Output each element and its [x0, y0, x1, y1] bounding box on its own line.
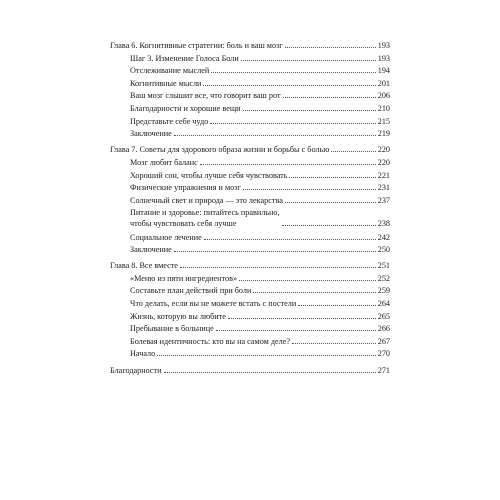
dot-leader [174, 251, 376, 252]
toc-entry [110, 157, 390, 168]
toc-chapter [110, 144, 390, 155]
toc-entry-title: Жизнь, которую вы любите [130, 311, 226, 321]
toc-chapter-title: Глава 8. Все вместе [110, 261, 178, 271]
dot-leader [282, 225, 376, 226]
toc-entry-title: Отслеживание мыслей [130, 66, 210, 76]
toc-entry [110, 207, 390, 229]
dot-leader [285, 202, 376, 203]
toc-entry-title: Социальное лечение [130, 232, 202, 242]
dot-leader [164, 372, 376, 373]
toc-page-number: 242 [377, 232, 390, 242]
dot-leader [331, 151, 375, 152]
toc-entry [110, 298, 390, 309]
toc-entry-title: Заключение [130, 129, 172, 139]
toc-entry [110, 273, 390, 284]
dot-leader [289, 177, 375, 178]
toc-page-number: 267 [377, 336, 390, 346]
toc-entry [110, 103, 390, 114]
dot-leader [174, 135, 376, 136]
dot-leader [239, 280, 376, 281]
toc-chapter-title: Благодарности [110, 365, 162, 375]
toc-entry-title: Физические упражнения и мозг [130, 183, 241, 193]
toc-entry-title: Хороший сон, чтобы лучше себя чувствовать [130, 170, 288, 180]
toc-page-number: 251 [377, 261, 390, 271]
toc-page-number: 237 [377, 195, 390, 205]
dot-leader [243, 189, 376, 190]
toc-chapter [110, 40, 390, 51]
dot-leader [292, 343, 376, 344]
dot-leader [285, 47, 376, 48]
toc-entry [110, 348, 390, 359]
toc-page-number: 231 [377, 183, 390, 193]
toc-entry [110, 116, 390, 127]
toc-chapter-title: Глава 6. Когнитивные стратегии: боль и ваш мозг [110, 41, 283, 50]
toc-entry-title: Представьте себе чудо [130, 116, 209, 126]
toc-entry-title: Составьте план действий при боли [130, 286, 252, 296]
dot-leader [211, 72, 375, 73]
toc-entry-title: Пребывание в больнице [130, 324, 214, 334]
dot-leader [283, 97, 376, 98]
toc-entry [110, 53, 390, 64]
dot-leader [298, 305, 376, 306]
toc-entry-title: Мозг любит баланс [130, 157, 198, 167]
toc-entry [110, 311, 390, 322]
toc-page-number: 193 [377, 53, 390, 63]
toc-entry [110, 182, 390, 193]
toc-page-number: 250 [377, 245, 390, 255]
toc-page-number: 252 [377, 273, 390, 283]
toc-page-number: 270 [377, 349, 390, 359]
toc-entry-title: Когнитивные мысли [130, 78, 202, 88]
toc-entry [110, 285, 390, 296]
toc-entry [110, 78, 390, 89]
toc-entry [110, 336, 390, 347]
dot-leader [210, 123, 375, 124]
toc-page-number: 238 [377, 219, 390, 229]
toc-entry-title: Начало [130, 349, 156, 359]
toc-page-number: 264 [377, 299, 390, 308]
toc-page-number: 193 [377, 41, 390, 50]
toc-page-number: 219 [377, 129, 390, 139]
toc-entry-title: Что делать, если вы не можете встать с постели [130, 299, 297, 308]
toc-page-number: 220 [377, 145, 390, 155]
toc-entry [110, 65, 390, 76]
toc-entry-title: Заключение [130, 245, 172, 255]
toc-chapter [110, 365, 390, 376]
toc-page-number: 271 [377, 365, 390, 375]
toc-chapter-title: Глава 7. Советы для здорового образа жизни и борьбы с болью [110, 145, 330, 155]
dot-leader [204, 239, 376, 240]
toc-page-number: 194 [377, 66, 390, 76]
toc-entry-title: Болевая идентичность: кто вы на самом деле? [130, 336, 291, 346]
dot-leader [241, 60, 376, 61]
toc-page-number: 210 [377, 104, 390, 113]
toc-entry [110, 128, 390, 139]
toc-entry-title: Шаг 3. Изменение Голоса Боли [130, 53, 239, 63]
toc-entry-title: «Меню из пяти ингредиентов» [130, 273, 238, 283]
toc-entry-title: Благодарности и хорошие вещи [130, 104, 241, 113]
dot-leader [157, 355, 375, 356]
toc-entry [110, 323, 390, 334]
toc-page-number: 221 [377, 170, 390, 180]
toc-entry-title [130, 207, 280, 229]
dot-leader [203, 85, 375, 86]
toc-entry [110, 244, 390, 255]
dot-leader [243, 110, 376, 111]
dot-leader [253, 292, 375, 293]
toc-page-number: 206 [377, 91, 390, 101]
toc-entry [110, 232, 390, 243]
dot-leader [216, 330, 376, 331]
toc-page-number: 259 [377, 286, 390, 296]
toc-entry [110, 195, 390, 206]
toc-entry-title-line2: чтобы чувствовать себя лучше [130, 219, 237, 229]
toc-page-number: 201 [377, 78, 390, 88]
dot-leader [228, 318, 376, 319]
toc-page-number: 215 [377, 116, 390, 126]
toc-entry [110, 90, 390, 101]
toc-entry-title: Ваш мозг слышит все, что говорит ваш рот [130, 91, 281, 101]
dot-leader [180, 267, 376, 268]
toc-page-number: 220 [377, 157, 390, 167]
toc-entry [110, 170, 390, 181]
dot-leader [200, 164, 376, 165]
toc-entry-title: Солнечный свет и природа — это лекарства [130, 195, 283, 205]
toc-page-number: 265 [377, 311, 390, 321]
toc-page-number: 266 [377, 324, 390, 334]
toc-chapter [110, 260, 390, 271]
toc-entry-title-line1: Питание и здоровье: питайтесь правильно, [130, 208, 280, 218]
